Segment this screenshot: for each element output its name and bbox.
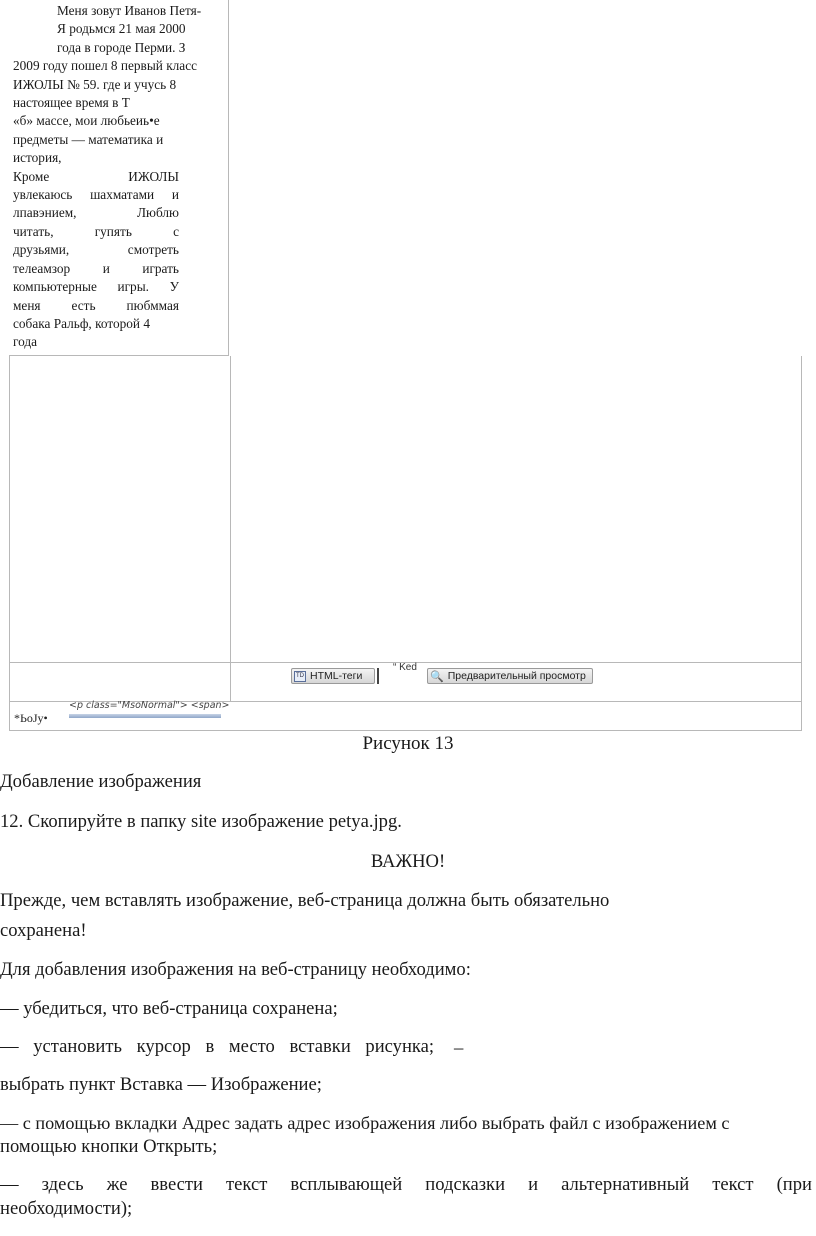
- tag-icon: TD: [294, 671, 306, 682]
- text-line: телеамзор и играть: [13, 260, 179, 276]
- html-tags-button[interactable]: [291, 668, 375, 684]
- section-title: Добавление изображения: [0, 771, 202, 792]
- table-border-bottom: [9, 730, 802, 731]
- preview-label: Предварительный просмотр: [447, 670, 586, 682]
- text-line: Меня зовут Иванов Петя-: [57, 3, 202, 18]
- text-line: лпавэнием, Люблю: [13, 205, 179, 221]
- text-line: ИЖОЛЫ № 59. где и учусь 8: [13, 76, 177, 92]
- intro-text: Для добавления изображения на веб-страницу необходимо:: [0, 959, 471, 980]
- tag-path[interactable]: <p class="MsoNormal"> <span>: [69, 700, 230, 711]
- text-line: Я родьмся 21 мая 2000: [57, 21, 186, 37]
- table-border-divider: [230, 356, 231, 702]
- table-border-left: [9, 356, 10, 731]
- text-line: история,: [13, 150, 62, 166]
- html-tags-label: HTML-теги: [310, 670, 363, 682]
- text-line: предметы — математика и: [13, 131, 164, 147]
- text-line: увлекаюсь шахматами и: [13, 187, 179, 203]
- code-tab-label[interactable]: “ Ked: [393, 662, 417, 673]
- preview-button[interactable]: [427, 668, 593, 684]
- text-line: 2009 году пошел 8 первый класс: [13, 58, 198, 74]
- step-12: 12. Скопируйте в папку site изображение petya.jpg.: [0, 811, 402, 832]
- table-cell-biography: [9, 0, 229, 356]
- text-line: друзьями, смотреть: [13, 242, 179, 258]
- figure-caption: Рисунок 13: [362, 733, 454, 754]
- tag-path-underline: [69, 714, 221, 718]
- text-line: года: [13, 334, 38, 350]
- text-line: компьютерные игры. У: [13, 279, 179, 295]
- text-line: собака Ральф, которой 4: [13, 315, 151, 331]
- magnifier-icon: 🔍: [430, 670, 444, 683]
- stray-underscore: _: [454, 1031, 464, 1052]
- bullet-address-line-2: помощью кнопки Открыть;: [0, 1136, 218, 1157]
- text-line: настоящее время в Т: [13, 95, 130, 111]
- table-border-right: [801, 356, 802, 731]
- text-line: Кроме ИЖОЛЫ: [13, 168, 179, 184]
- important-heading: ВАЖНО!: [370, 851, 446, 872]
- text-line: меня есть пюбммая: [13, 297, 179, 313]
- text-line: «б» массе, мои любьеиь•е: [13, 113, 160, 129]
- warning-line-1: Прежде, чем вставлять изображение, веб-страница должна быть обязательно: [0, 890, 610, 911]
- bullet-address-line-1: — с помощью вкладки Адрес задать адрес изображения либо выбрать файл с изображением с: [0, 1113, 730, 1133]
- bullet-set-cursor: — установить курсор в место вставки рисунка;: [0, 1036, 435, 1057]
- text-line: года в городе Перми. З: [57, 39, 186, 55]
- warning-line-2: сохранена!: [0, 920, 87, 941]
- bullet-tooltip-line-2: необходимости);: [0, 1198, 133, 1219]
- toolbar-separator: [377, 668, 379, 684]
- bullet-insert-menu: выбрать пункт Вставка — Изображение;: [0, 1074, 322, 1095]
- body-tag-label: *ЬоJу•: [14, 711, 48, 725]
- bullet-tooltip-line-1: — здесь же ввести текст всплывающей подсказки и альтернативный текст (при: [0, 1174, 812, 1195]
- bullet-save-check: — убедиться, что веб-страница сохранена;: [0, 998, 338, 1019]
- editor-screenshot-figure: [9, 0, 803, 731]
- text-line: читать, гупять с: [13, 223, 179, 239]
